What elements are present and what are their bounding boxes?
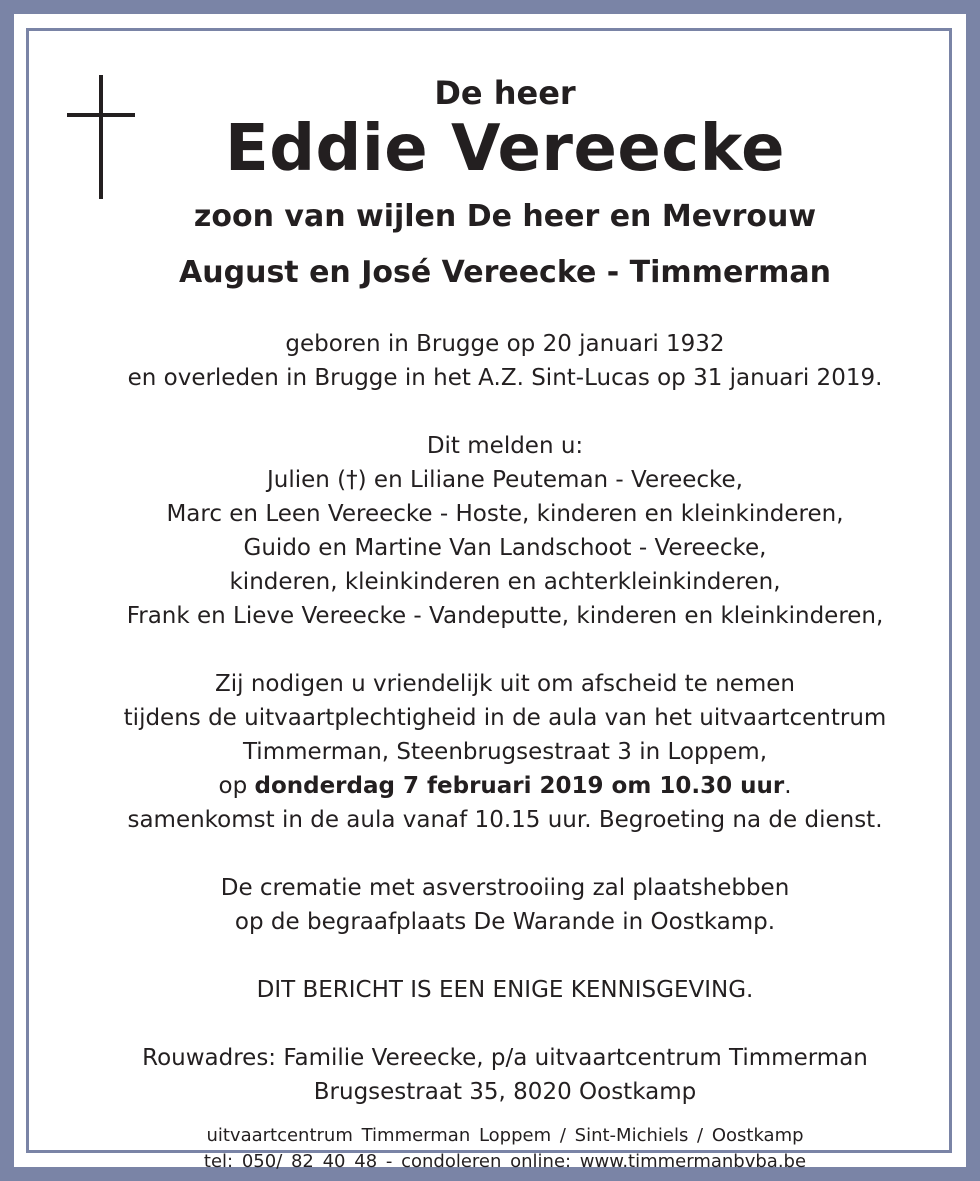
salutation: De heer — [434, 74, 576, 112]
birth-death-block — [49, 327, 961, 395]
family-line: kinderen, kleinkinderen en achterkleinkinderen, — [229, 569, 781, 595]
cremation-line-1: De crematie met asverstrooiing zal plaatshebben — [220, 875, 790, 901]
family-line: Marc en Leen Vereecke - Hoste, kinderen en kleinkinderen, — [166, 501, 844, 527]
ceremony-date: donderdag 7 februari 2019 om 10.30 uur — [254, 773, 785, 799]
address-line-2: Brugsestraat 35, 8020 Oostkamp — [313, 1079, 697, 1105]
address-line-1: Rouwadres: Familie Vereecke, p/a uitvaartcentrum Timmerman — [142, 1045, 868, 1071]
obituary-card — [14, 14, 966, 1172]
address-block — [49, 1041, 961, 1109]
parents-block — [49, 189, 961, 301]
deceased-name: Eddie Vereecke — [225, 112, 785, 186]
family-line: Guido en Martine Van Landschoot - Vereecke, — [243, 535, 767, 561]
invitation-line-3: Timmerman, Steenbrugsestraat 3 in Loppem, — [242, 739, 768, 765]
notice-text: DIT BERICHT IS EEN ENIGE KENNISGEVING. — [256, 977, 754, 1003]
invitation-line-2: tijdens de uitvaartplechtigheid in de aula van het uitvaartcentrum — [123, 705, 887, 731]
invitation-block — [49, 667, 961, 837]
ceremony-date-suffix: . — [784, 773, 792, 799]
ceremony-date-line — [49, 769, 961, 803]
cremation-line-2: op de begraafplaats De Warande in Oostkamp. — [234, 909, 776, 935]
death-line: en overleden in Brugge in het A.Z. Sint-Lucas op 31 januari 2019. — [127, 365, 883, 391]
family-line: Frank en Lieve Vereecke - Vandeputte, kinderen en kleinkinderen, — [126, 603, 884, 629]
parents-line-2: August en José Vereecke - Timmerman — [179, 255, 831, 290]
footer-block — [49, 1123, 961, 1175]
footer-line-2: tel: 050/ 82 40 48 - condoleren online: www.timmermanbvba.be — [203, 1151, 807, 1172]
invitation-line-5: samenkomst in de aula vanaf 10.15 uur. Begroeting na de dienst. — [127, 807, 883, 833]
announcement-block — [49, 429, 961, 633]
ceremony-date-prefix: op — [218, 773, 255, 799]
birth-line: geboren in Brugge op 20 januari 1932 — [285, 331, 725, 357]
cremation-block — [49, 871, 961, 939]
footer-line-1: uitvaartcentrum Timmerman Loppem / Sint-Michiels / Oostkamp — [206, 1125, 804, 1146]
card-border — [26, 28, 952, 1172]
notice-block — [49, 973, 961, 1007]
family-line: Julien (†) en Liliane Peuteman - Vereecke, — [267, 467, 743, 493]
obituary-content — [49, 31, 961, 1175]
invitation-line-1: Zij nodigen u vriendelijk uit om afscheid te nemen — [214, 671, 796, 697]
parents-line-1: zoon van wijlen De heer en Mevrouw — [193, 199, 817, 234]
announcement-intro: Dit melden u: — [426, 433, 584, 459]
